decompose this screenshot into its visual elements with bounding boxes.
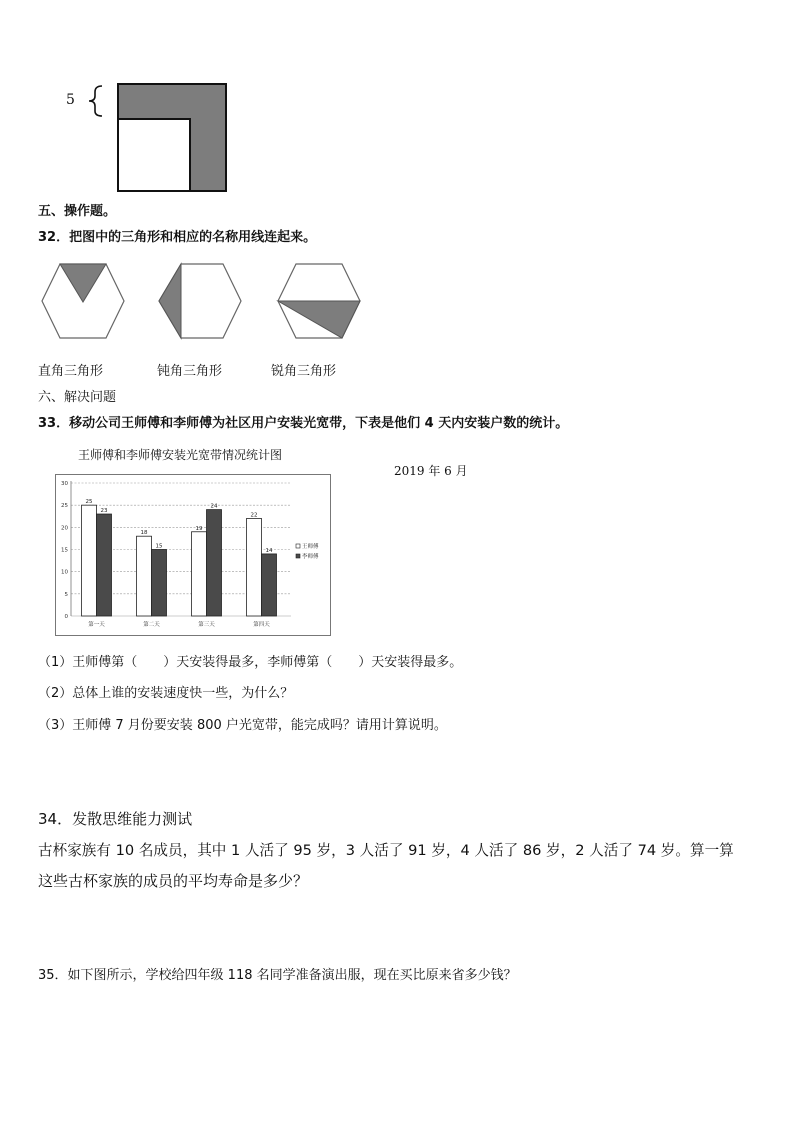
question-32-text: 32．把图中的三角形和相应的名称用线连起来。 xyxy=(38,230,317,245)
y-tick-label: 10 xyxy=(61,569,68,576)
bar-li xyxy=(152,550,167,617)
x-category-label: 第二天 xyxy=(143,622,160,628)
section-5-heading: 五、操作题。 xyxy=(38,204,117,219)
hexagon-obtuse-triangle xyxy=(155,262,245,340)
bar-value-label: 22 xyxy=(250,512,258,519)
question-33-sub1: （1）王师傅第（ ）天安装得最多，李师傅第（ ）天安装得最多。 xyxy=(38,655,463,670)
hexagon-acute-triangle xyxy=(274,262,364,340)
legend-swatch xyxy=(296,544,300,548)
section-6-heading: 六、解决问题 xyxy=(38,390,117,405)
hexagon-right-triangle xyxy=(38,262,128,340)
brace-icon xyxy=(89,86,102,116)
bar-wang xyxy=(247,518,262,616)
shaded-square-figure xyxy=(84,82,230,194)
chart-date: 2019 年 6 月 xyxy=(394,464,468,478)
question-35-text: 35．如下图所示，学校给四年级 118 名同学准备演出服，现在买比原来省多少钱？ xyxy=(38,968,517,983)
bar-value-label: 19 xyxy=(195,525,203,532)
bar-value-label: 25 xyxy=(85,499,93,506)
legend-label: 王师傅 xyxy=(302,544,319,550)
bar-wang xyxy=(82,505,97,616)
legend-label: 李师傅 xyxy=(302,554,319,560)
y-tick-label: 0 xyxy=(64,614,68,620)
x-category-label: 第三天 xyxy=(198,622,215,628)
bar-value-label: 23 xyxy=(100,508,108,515)
question-33-sub2: （2）总体上谁的安装速度快一些，为什么？ xyxy=(38,686,294,701)
question-34-line1: 古杯家族有 10 名成员，其中 1 人活了 95 岁，3 人活了 91 岁，4 人活了 86 岁，2 人活了 74 岁。算一算 xyxy=(38,842,734,859)
chart-title: 王师傅和李师傅安装光宽带情况统计图 xyxy=(78,448,283,462)
installation-bar-chart xyxy=(55,474,331,636)
legend-swatch xyxy=(296,554,300,558)
side-length-label: 5 xyxy=(66,92,75,108)
question-33-sub3: （3）王师傅 7 月份要安装 800 户光宽带，能完成吗？请用计算说明。 xyxy=(38,718,447,733)
bar-value-label: 18 xyxy=(140,530,148,537)
question-34-line2: 这些古杯家族的成员的平均寿命是多少？ xyxy=(38,872,309,890)
question-33-text: 33．移动公司王师傅和李师傅为社区用户安装光宽带，下表是他们 4 天内安装户数的统计。 xyxy=(38,416,569,431)
bar-li xyxy=(207,510,222,616)
y-tick-label: 5 xyxy=(64,591,68,598)
triangle-name-acute: 锐角三角形 xyxy=(271,364,337,379)
x-category-label: 第四天 xyxy=(253,622,270,628)
triangle-name-obtuse: 钝角三角形 xyxy=(157,364,223,379)
bar-wang xyxy=(137,536,152,616)
bar-value-label: 24 xyxy=(210,503,218,510)
question-34-title: 34．发散思维能力测试 xyxy=(38,810,193,828)
bar-wang xyxy=(192,532,207,616)
bar-li xyxy=(262,554,277,616)
bar-li xyxy=(97,514,112,616)
y-tick-label: 20 xyxy=(61,525,68,532)
x-category-label: 第一天 xyxy=(88,622,105,628)
y-tick-label: 30 xyxy=(61,481,68,487)
bar-value-label: 14 xyxy=(265,547,273,554)
bar-value-label: 15 xyxy=(155,543,163,550)
triangle-name-right: 直角三角形 xyxy=(38,364,104,379)
y-tick-label: 25 xyxy=(61,503,68,510)
y-tick-label: 15 xyxy=(61,547,68,554)
